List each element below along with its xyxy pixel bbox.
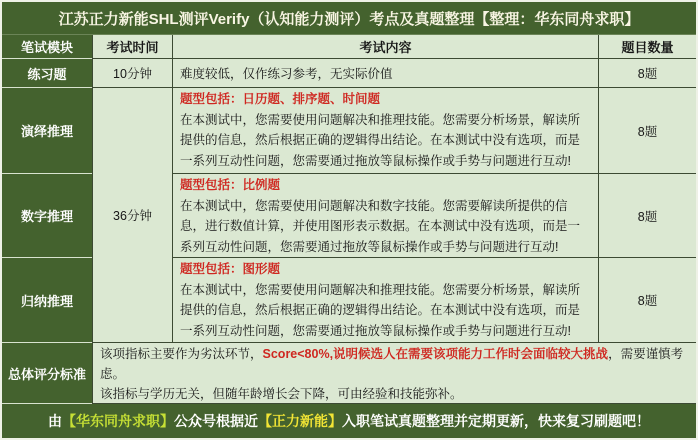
footer-brand-zhengli: 【正力新能】 [258, 413, 342, 429]
row-label-practice: 练习题 [2, 59, 92, 88]
cell-inductive-count: 8题 [598, 258, 696, 343]
cell-overall-content [92, 343, 696, 404]
overall-line2: 该指标与学历无关，但随年龄增长会下降，可由经验和技能弥补。 [100, 387, 463, 401]
cell-deductive-content [172, 88, 598, 174]
cell-practice-time: 10分钟 [92, 59, 172, 88]
footer-post: 入职笔试真题整理并定期更新，快来复习刷题吧！ [342, 413, 650, 429]
cell-practice-count: 8题 [598, 59, 696, 88]
overall-line1-black2: ，需要谨慎考虑。 [100, 347, 684, 381]
row-label-inductive: 归纳推理 [2, 258, 92, 343]
header-module: 笔试模块 [2, 35, 92, 59]
page-title: 江苏正力新能SHL测评Verify（认知能力测评）考点及真题整理【整理：华东同舟求职】 [2, 2, 696, 35]
cell-deductive-count: 8题 [598, 88, 696, 174]
header-count: 题目数量 [598, 35, 696, 59]
deductive-question-types: 题型包括：日历题、排序题、时间题 [180, 92, 381, 106]
row-label-deductive: 演绎推理 [2, 88, 92, 174]
numeric-description: 在本测试中，您需要使用问题解决和数字技能。您需要解读所提供的信息，进行数值计算，并使用图形表示数据。在本测试中没有选项，而是一系列互动性问题，您需要通过拖放等鼠标操作或手势与问题进行互动! [180, 198, 581, 254]
row-label-numeric: 数字推理 [2, 174, 92, 258]
overall-line1 [100, 344, 689, 384]
cell-merged-time: 36分钟 [92, 88, 172, 343]
cell-inductive-content [172, 258, 598, 343]
inductive-description: 在本测试中，您需要使用问题解决和推理技能。您需要分析场景，解读所提供的信息，然后根据正确的逻辑得出结论。在本测试中没有选项，而是一系列互动性问题，您需要通过拖放等鼠标操作或手势与问题进行互动! [180, 282, 581, 338]
cell-numeric-content [172, 174, 598, 258]
footer-pre: 由 [48, 413, 62, 429]
numeric-question-types: 题型包括：比例题 [180, 178, 281, 192]
cell-practice-content: 难度较低，仅作练习参考，无实际价值 [172, 59, 598, 88]
overall-line1-black1: 该项指标主要作为劣汰环节， [100, 347, 263, 361]
footer-brand-huadong: 【华东同舟求职】 [62, 413, 174, 429]
deductive-description: 在本测试中，您需要使用问题解决和推理技能。您需要分析场景，解读所提供的信息，然后根据正确的逻辑得出结论。在本测试中没有选项，而是一系列互动性问题，您需要通过拖放等鼠标操作或手势与问题进行互动! [180, 112, 581, 168]
overall-line1-red: Score<80%,说明候选人在需要该项能力工作时会面临较大挑战 [262, 347, 609, 361]
header-content: 考试内容 [172, 35, 598, 59]
footer-banner [2, 404, 696, 438]
row-label-overall: 总体评分标准 [2, 343, 92, 404]
footer-mid: 公众号根据近 [174, 413, 258, 429]
header-time: 考试时间 [92, 35, 172, 59]
inductive-question-types: 题型包括：图形题 [180, 262, 281, 276]
cell-numeric-count: 8题 [598, 174, 696, 258]
